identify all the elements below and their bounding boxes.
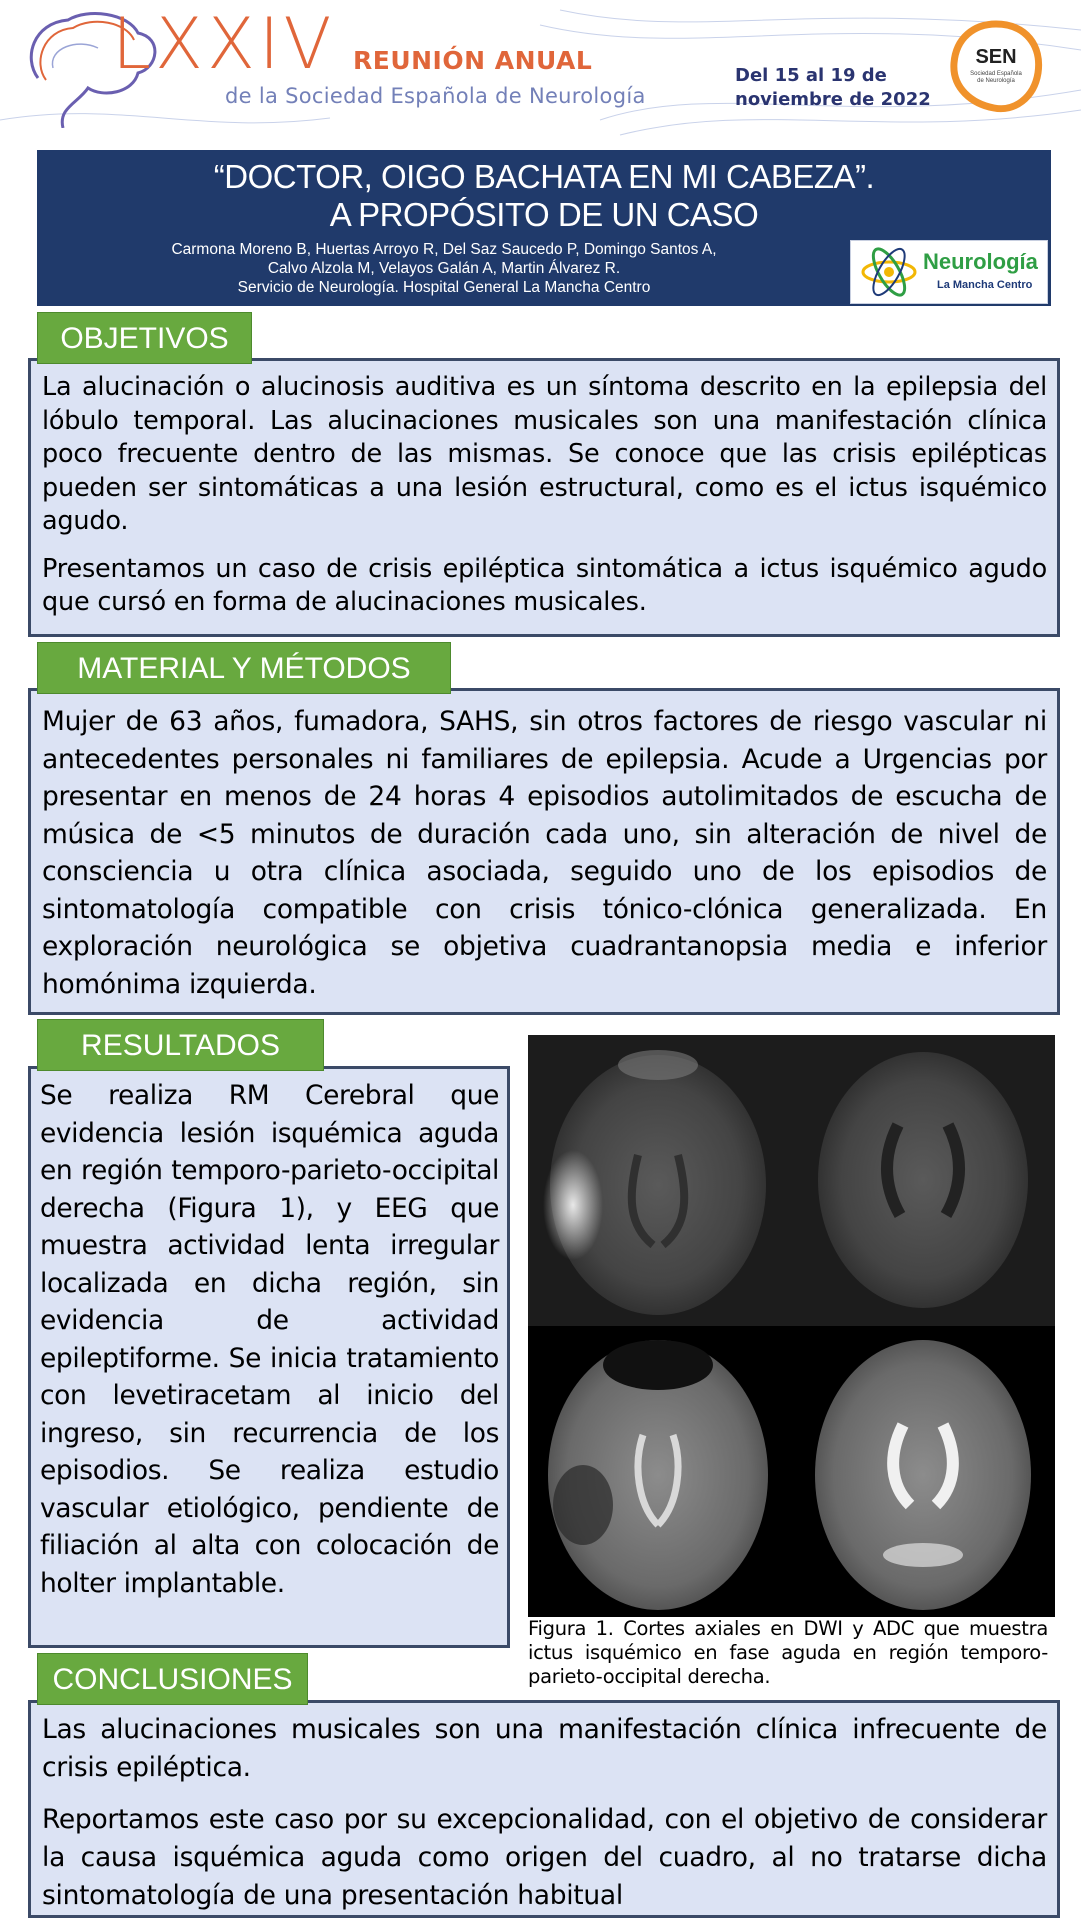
sen-logo-subtext-1: Sociedad Española: [970, 71, 1022, 77]
material-metodos-box: [28, 688, 1060, 1015]
authors-line-2: Calvo Alzola M, Velayos Galán A, Martin Álvarez R.: [267, 260, 621, 277]
conclusiones-paragraph-1: Las alucinaciones musicales son una manifestación clínica infrecuente de crisis epiléptica.: [42, 1714, 1047, 1783]
conclusiones-box: [28, 1700, 1060, 1918]
poster-title-line-2: A PROPÓSITO DE UN CASO: [329, 196, 759, 233]
conclusiones-paragraph-2: Reportamos este caso por su excepcionalidad, con el objetivo de considerar la causa isquémica aguda como origen del cuadro, al no tratarse dicha sintomatología de una presentación habitual: [42, 1804, 1047, 1911]
meeting-name: REUNIÓN ANUAL: [353, 46, 593, 75]
neurologia-logo: [850, 240, 1048, 304]
conclusiones-heading: CONCLUSIONES: [37, 1653, 308, 1705]
logo-subtitle: La Mancha Centro: [937, 279, 1033, 291]
resultados-box: [28, 1066, 510, 1648]
objetivos-paragraph-1: La alucinación o alucinosis auditiva es un síntoma descrito en la epilepsia del lóbulo temporal. Las alucinaciones musicales son una manifestación clínica poco frecuente dentro de las mismas. Se conoce que las crisis epilépticas pueden ser sintomáticas a una lesión estructural, como es el ictus isquémico agudo.: [42, 372, 1047, 536]
mri-dwi-right: [818, 1052, 1028, 1308]
objetivos-paragraph-2: Presentamos un caso de crisis epiléptica sintomática a ictus isquémico agudo que cursó en forma de alucinaciones musicales.: [42, 553, 1047, 617]
atom-icon: [857, 244, 921, 300]
resultados-paragraph: Se realiza RM Cerebral que evidencia lesión isquémica aguda en región temporo-parieto-occipital derecha (Figura 1), y EEG que muestra actividad lenta irregular localizada en dicha región, sin evidencia de actividad epileptiforme. Se inicia tratamiento con levetiracetam al inicio del ingreso, sin recurrencia de los episodios. Se realiza estudio vascular etiológico, pendiente de filiación al alta con colocación de holter implantable.: [40, 1080, 499, 1599]
mri-adc-left: [548, 1340, 768, 1610]
material-metodos-paragraph: Mujer de 63 años, fumadora, SAHS, sin otros factores de riesgo vascular ni antecedentes personales ni familiares de epilepsia. Acude a Urgencias por presentar en menos de 24 horas 4 episodios autolimitados de escucha de música de <5 minutos de duración cada uno, sin alteración de nivel de consciencia u otra clínica asociada, seguido uno de los episodios de sintomatología compatible con crisis tónico-clónica generalizada. En exploración neurológica se objetiva cuadrantanopsia media e inferior homónima izquierda.: [42, 706, 1047, 1000]
objetivos-heading: OBJETIVOS: [37, 312, 252, 364]
affiliation: Servicio de Neurología. Hospital General La Mancha Centro: [237, 279, 651, 296]
mri-adc-right: [815, 1340, 1031, 1610]
poster-title-block: [37, 150, 1051, 306]
sen-logo-text: SEN: [975, 46, 1017, 68]
dates-line-2: noviembre de 2022: [735, 89, 931, 110]
society-name: de la Sociedad Española de Neurología: [225, 84, 646, 108]
material-metodos-heading: MATERIAL Y MÉTODOS: [37, 642, 451, 694]
sen-logo-subtext-2: de Neurología: [977, 78, 1015, 84]
meeting-dates: [735, 64, 931, 112]
logo-title: Neurología: [923, 249, 1038, 274]
poster-title-line-1: “DOCTOR, OIGO BACHATA EN MI CABEZA”.: [213, 158, 875, 195]
mri-figure: [528, 1035, 1055, 1617]
figure-caption: Figura 1. Cortes axiales en DWI y ADC que muestra ictus isquémico en fase aguda en región temporo-parieto-occipital derecha.: [528, 1617, 1048, 1688]
roman-numeral-title: LXXIV: [112, 3, 336, 85]
authors-line-1: Carmona Moreno B, Huertas Arroyo R, Del Saz Saucedo P, Domingo Santos A,: [171, 241, 717, 258]
objetivos-box: [28, 358, 1060, 637]
conference-banner: [0, 0, 1081, 140]
sen-logo-icon: [946, 18, 1046, 118]
resultados-heading: RESULTADOS: [37, 1019, 324, 1071]
dates-line-1: Del 15 al 19 de: [735, 65, 887, 86]
